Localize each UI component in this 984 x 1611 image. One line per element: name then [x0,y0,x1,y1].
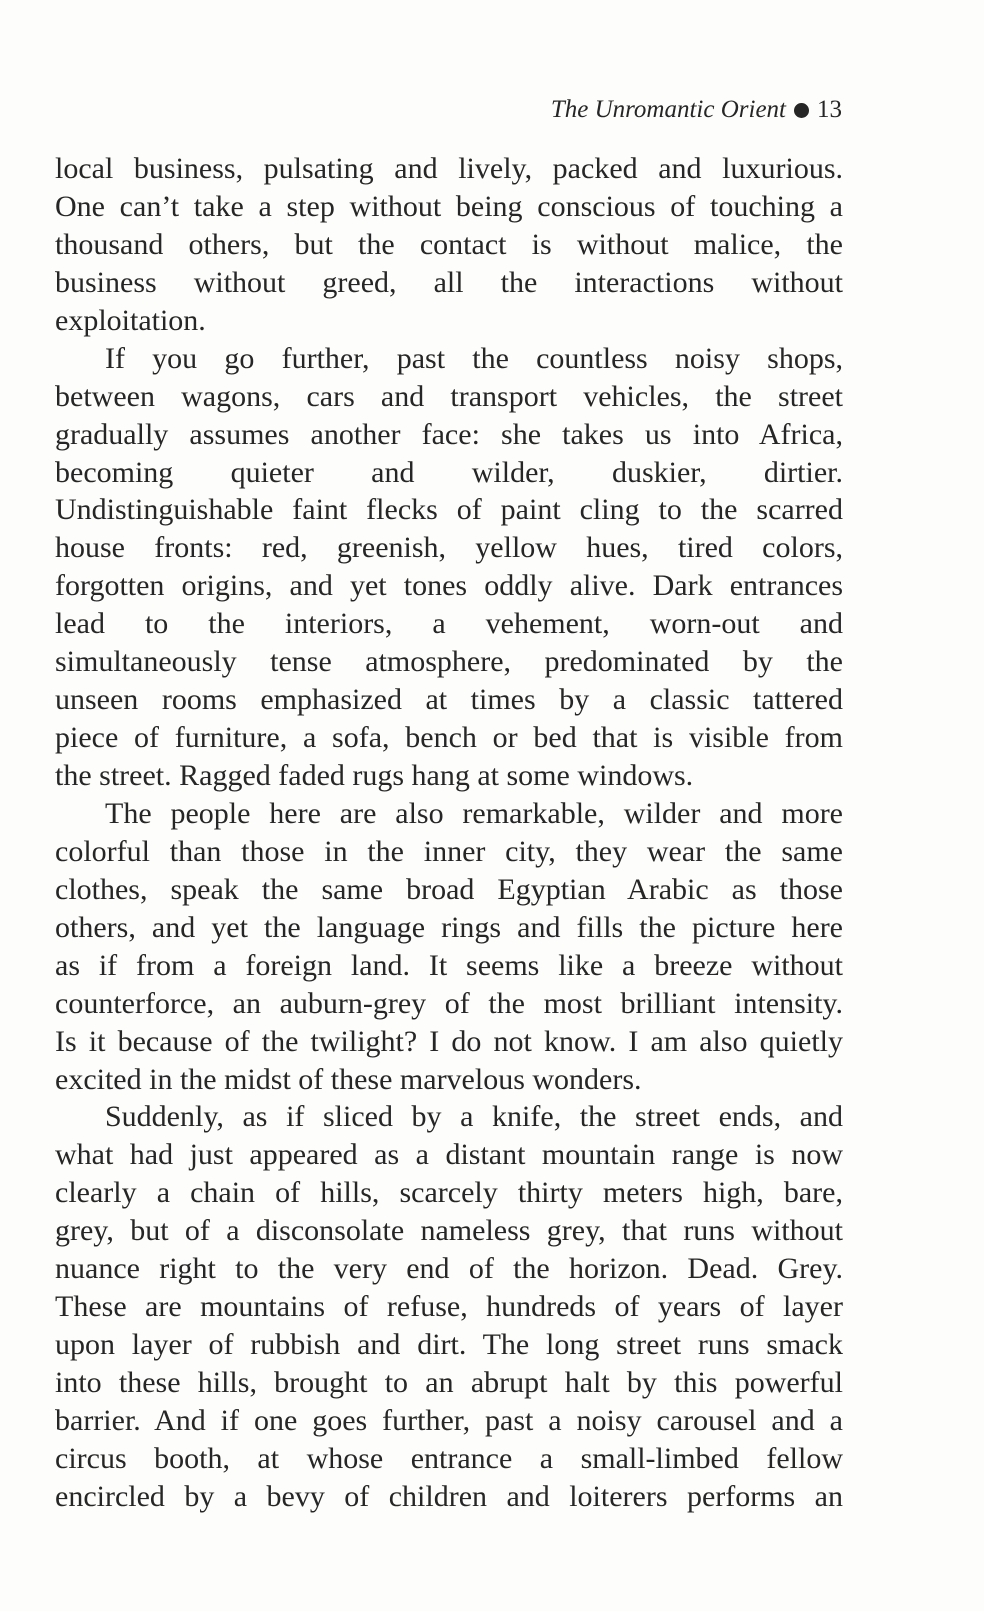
paragraph [55,340,843,795]
text-line: encircled by a bevy of children and loiterers performs an [55,1479,843,1513]
text-line: barrier. And if one goes further, past a noisy carousel and a [55,1403,843,1437]
text-line: Undistinguishable faint flecks of paint cling to the scarred [55,493,843,527]
paragraph [55,150,843,340]
text-line: If you go further, past the countless noisy shops, [105,341,843,375]
text-line: counterforce, an auburn-grey of the most brilliant intensity. [55,986,843,1020]
text-line: simultaneously tense atmosphere, predominated by the [55,645,843,679]
running-title: The Unromantic Orient [550,96,786,123]
text-line: Is it because of the twilight? I do not know. I am also quietly [55,1024,843,1058]
text-line: Suddenly, as if sliced by a knife, the street ends, and [105,1100,843,1134]
text-line: clothes, speak the same broad Egyptian Arabic as those [55,872,843,906]
text-line: lead to the interiors, a vehement, worn-out and [55,607,843,641]
text-line: business without greed, all the interactions without [55,265,843,299]
text-line: excited in the midst of these marvelous wonders. [55,1062,642,1096]
paragraph [55,1098,843,1515]
text-line: These are mountains of refuse, hundreds of years of layer [55,1290,843,1324]
text-line: house fronts: red, greenish, yellow hues, tired colors, [55,531,843,565]
text-line: piece of furniture, a sofa, bench or bed that is visible from [55,721,843,755]
text-line: local business, pulsating and lively, packed and luxurious. [55,152,843,185]
text-line: as if from a foreign land. It seems like a breeze without [55,948,843,982]
page-number: 13 [817,96,842,123]
text-line: grey, but of a disconsolate nameless grey, that runs without [55,1214,843,1248]
text-line: into these hills, brought to an abrupt halt by this powerful [55,1366,843,1399]
text-line: circus booth, at whose entrance a small-limbed fellow [55,1441,843,1475]
running-header [551,96,842,124]
body-text [55,150,843,1516]
text-line: forgotten origins, and yet tones oddly alive. Dark entrances [55,569,843,603]
text-line: nuance right to the very end of the horizon. Dead. Grey. [55,1252,843,1286]
bullet-icon [794,103,809,118]
text-line: becoming quieter and wilder, duskier, dirtier. [55,455,843,489]
text-line: upon layer of rubbish and dirt. The long street runs smack [55,1328,843,1362]
text-line: what had just appeared as a distant mountain range is now [55,1138,843,1172]
text-line: exploitation. [55,303,206,337]
text-line: others, and yet the language rings and fills the picture here [55,910,843,944]
text-line: thousand others, but the contact is without malice, the [55,227,843,261]
text-line: the street. Ragged faded rugs hang at some windows. [55,759,694,792]
text-line: colorful than those in the inner city, they wear the same [55,834,843,868]
text-line: unseen rooms emphasized at times by a classic tattered [55,683,843,717]
paragraph [55,795,843,1099]
text-line: between wagons, cars and transport vehicles, the street [55,379,843,413]
text-line: gradually assumes another face: she takes us into Africa, [55,417,843,451]
text-line: clearly a chain of hills, scarcely thirty meters high, bare, [55,1176,843,1210]
text-line: The people here are also remarkable, wilder and more [105,796,843,830]
text-line: One can’t take a step without being conscious of touching a [55,189,843,223]
